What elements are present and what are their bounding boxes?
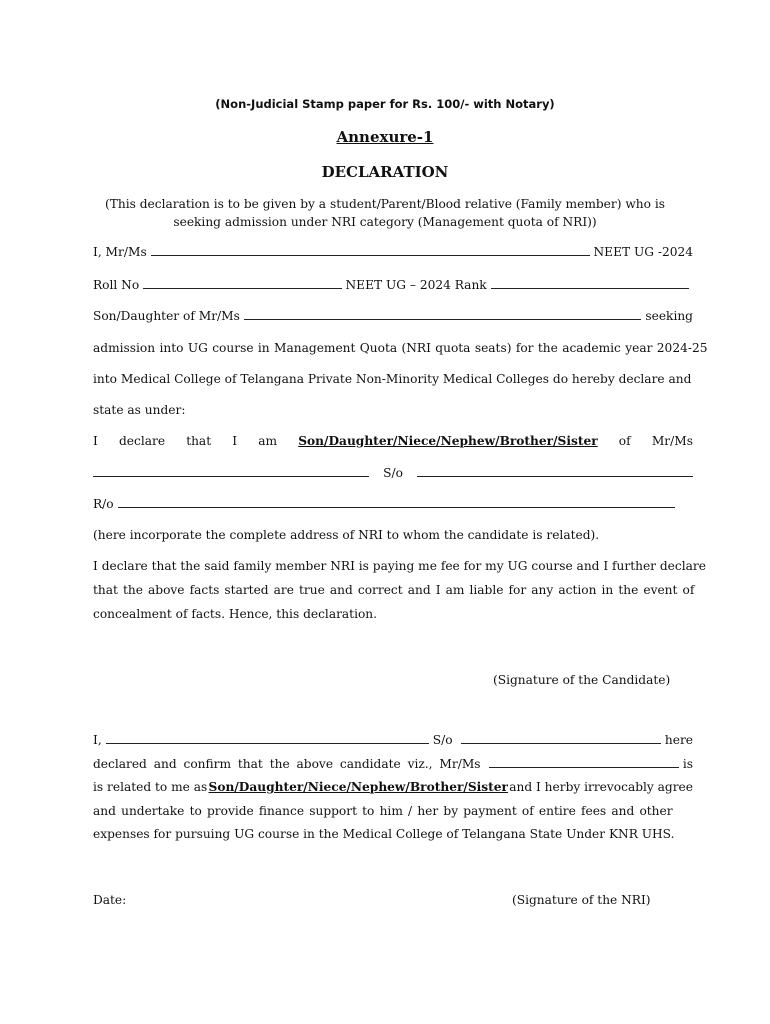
declare-word: am bbox=[258, 434, 278, 448]
declaration-para-line-3: concealment of facts. Hence, this declaration. bbox=[93, 607, 378, 621]
mrms-label: Mr/Ms bbox=[651, 434, 693, 448]
neet-rank-field[interactable] bbox=[491, 277, 689, 289]
nri-self-name-field[interactable] bbox=[106, 732, 429, 744]
declare-word: I bbox=[93, 434, 98, 448]
declare-word: declare bbox=[118, 434, 166, 448]
of-label: of bbox=[618, 434, 631, 448]
nri-parent-name-field[interactable] bbox=[461, 732, 661, 744]
admission-line: admission into UG course in Management Quota (NRI quota seats) for the academic year 2024-25 bbox=[93, 341, 708, 355]
stamp-note: (Non-Judicial Stamp paper for Rs. 100/- with Notary) bbox=[215, 97, 555, 111]
instruction-line-1: (This declaration is to be given by a student/Parent/Blood relative (Family member) who is bbox=[104, 197, 665, 211]
related-suffix-text: and I herby irrevocably agree bbox=[509, 780, 693, 794]
is-label: is bbox=[682, 757, 693, 771]
nri-relation-options: Son/Daughter/Niece/Nephew/Brother/Sister bbox=[208, 780, 508, 794]
relation-line bbox=[93, 433, 693, 449]
nri-so-label: S/o bbox=[432, 733, 453, 747]
nri-line-2 bbox=[93, 756, 693, 772]
candidate-signature-label: (Signature of the Candidate) bbox=[493, 673, 671, 687]
candidate-viz-name-field[interactable] bbox=[489, 756, 679, 768]
state-line: state as under: bbox=[93, 403, 186, 417]
candidate-name-field[interactable] bbox=[151, 244, 590, 256]
undertake-line: and undertake to provide finance support to him / her by payment of entire fees and other bbox=[93, 804, 673, 818]
declare-word: I bbox=[232, 434, 238, 448]
relation-options: Son/Daughter/Niece/Nephew/Brother/Sister bbox=[298, 434, 598, 448]
parent-line bbox=[93, 308, 693, 324]
college-line: into Medical College of Telangana Private Non-Minority Medical Colleges do hereby declare and bbox=[93, 372, 692, 386]
parent-name-field[interactable] bbox=[244, 308, 642, 320]
expenses-line: expenses for pursuing UG course in the Medical College of Telangana State Under KNR UHS. bbox=[93, 827, 675, 841]
i-mrms-label: I, Mr/Ms bbox=[93, 245, 147, 259]
nri-signature-label: (Signature of the NRI) bbox=[512, 893, 651, 907]
ro-label: R/o bbox=[93, 497, 114, 511]
roll-no-label: Roll No bbox=[93, 278, 140, 292]
nri-i-label: I, bbox=[93, 733, 102, 747]
neet-rank-label: NEET UG – 2024 Rank bbox=[345, 278, 487, 292]
roll-no-field[interactable] bbox=[143, 277, 341, 289]
page-title: DECLARATION bbox=[321, 163, 449, 181]
here-label: here bbox=[664, 733, 693, 747]
annexure-heading: Annexure-1 bbox=[336, 128, 434, 146]
declaration-para-line-2: that the above facts started are true and correct and I am liable for any action in the event of bbox=[93, 583, 695, 597]
related-prefix-text: is related to me as bbox=[93, 780, 208, 794]
so-label: S/o bbox=[383, 466, 403, 480]
residence-line bbox=[93, 496, 675, 512]
nri-line-3 bbox=[93, 779, 693, 795]
neet-ug-label: NEET UG -2024 bbox=[593, 245, 693, 259]
nri-name-field[interactable] bbox=[93, 465, 369, 477]
declared-confirm-text: declared and confirm that the above candidate viz., Mr/Ms bbox=[93, 757, 481, 771]
candidate-name-line bbox=[93, 244, 693, 260]
son-daughter-of-label: Son/Daughter of Mr/Ms bbox=[93, 309, 240, 323]
nri-line-1 bbox=[93, 732, 693, 748]
nri-father-name-field[interactable] bbox=[417, 465, 693, 477]
roll-rank-line bbox=[93, 277, 693, 293]
seeking-label: seeking bbox=[645, 309, 693, 323]
declare-word: that bbox=[186, 434, 212, 448]
nri-name-so-line bbox=[93, 465, 693, 481]
residence-field[interactable] bbox=[118, 496, 675, 508]
declaration-para-line-1: I declare that the said family member NRI is paying me fee for my UG course and I further declare bbox=[93, 559, 706, 573]
date-label: Date: bbox=[93, 893, 127, 907]
instruction-line-2: seeking admission under NRI category (Management quota of NRI)) bbox=[173, 215, 597, 229]
address-note: (here incorporate the complete address of NRI to whom the candidate is related). bbox=[93, 528, 600, 542]
